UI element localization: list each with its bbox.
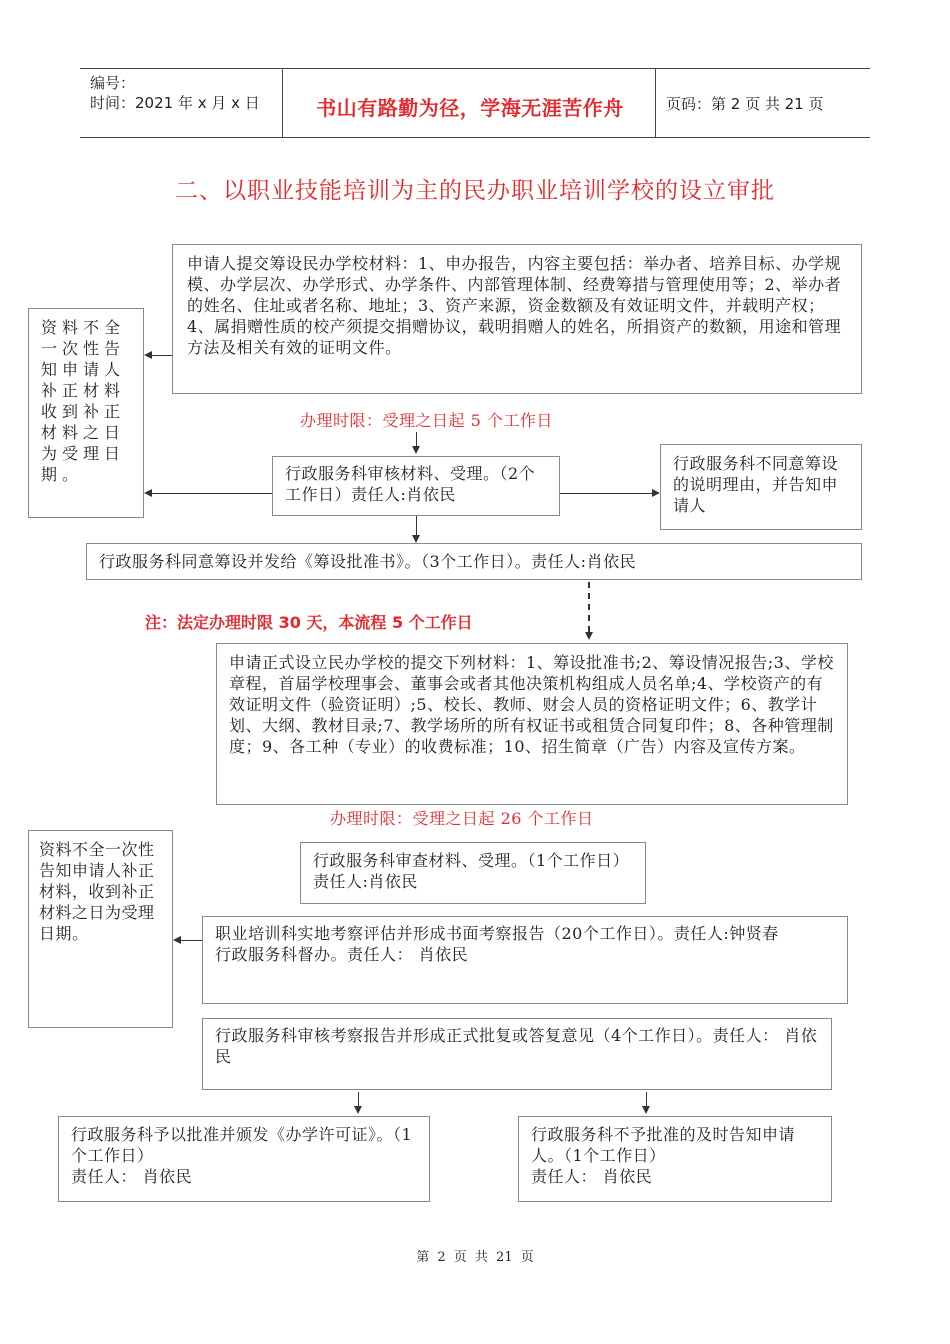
header-divider — [282, 69, 283, 137]
stage2-grant-box — [58, 1116, 430, 1202]
stage1-review-text: 行政服务科审核材料、受理。（2个工作日）责任人:肖依民 — [285, 464, 536, 504]
page-footer: 第 2 页 共 21 页 — [416, 1250, 534, 1265]
legal-time-note: 注：法定办理时限 30 天，本流程 5 个工作日 — [145, 613, 473, 632]
stage1-approve-box — [86, 543, 862, 580]
document-number-label: 编号： — [90, 74, 136, 92]
stage2-application-box — [216, 643, 848, 805]
stage2-review-text: 行政服务科审查材料、受理。（1个工作日）责任人:肖依民 — [313, 851, 630, 891]
stage2-deny-line1: 行政服务科不予批准的及时告知申请人。（1个工作日） — [531, 1125, 796, 1165]
stage1-disagree-text: 行政服务科不同意筹设的说明理由，并告知申请人 — [673, 454, 839, 515]
stage2-deny-box — [518, 1116, 832, 1202]
page-header — [80, 68, 870, 138]
stage2-application-text: 申请正式设立民办学校的提交下列材料：1、筹设批准书;2、筹设情况报告;3、学校章程，首届学校理事会、董事会或者其他决策机构组成人员名单;4、学校资产的有效证明文件（验资证明）;5、校长、教师、财会人员的资格证明文件；6、教学计划、大纲、教材目录;7、教学场所的所有权证书或租赁合同复印件；8、各种管理制度；9、各工种（专业）的收费标准；10、招生简章（广告）内容及宣传方案。 — [229, 653, 834, 756]
stage1-application-box — [172, 244, 862, 394]
document-time-label: 时间：2021 年 x 月 x 日 — [90, 94, 260, 112]
stage2-incomplete-box — [28, 830, 173, 1028]
header-motto: 书山有路勤为径，学海无涯苦作舟 — [316, 96, 624, 120]
stage2-final-review-box — [202, 1018, 832, 1090]
header-meta — [90, 73, 260, 113]
stage1-disagree-box — [660, 444, 862, 530]
stage2-deny-line2: 责任人： 肖依民 — [531, 1167, 653, 1186]
header-divider — [655, 69, 656, 137]
stage2-final-review-text: 行政服务科审核考察报告并形成正式批复或答复意见（4个工作日）。责任人： 肖依民 — [215, 1026, 818, 1066]
stage2-incomplete-text: 资料不全一次性告知申请人补正材料，收到补正材料之日为受理日期。 — [39, 840, 155, 943]
stage2-inspection-box — [202, 916, 848, 1004]
stage2-grant-line2: 责任人： 肖依民 — [71, 1167, 193, 1186]
stage2-time-limit: 办理时限：受理之日起 26 个工作日 — [330, 809, 594, 828]
stage2-review-box — [300, 842, 646, 904]
stage1-incomplete-box — [28, 308, 144, 518]
page-title: 二、以职业技能培训为主的民办职业培训学校的设立审批 — [175, 178, 775, 204]
stage2-inspection-line2: 行政服务科督办。责任人： 肖依民 — [215, 945, 469, 964]
dashed-connector — [588, 582, 590, 632]
stage1-review-box — [272, 456, 560, 516]
stage2-inspection-line1: 职业培训科实地考察评估并形成书面考察报告（20个工作日）。责任人:钟贤春 — [215, 924, 779, 943]
stage1-incomplete-text: 资料不全一次性告知申请人补正材料收到补正材料之日为受理日期。 — [41, 318, 126, 484]
stage1-time-limit: 办理时限：受理之日起 5 个工作日 — [300, 411, 553, 430]
stage1-approve-text: 行政服务科同意筹设并发给《筹设批准书》。（3个工作日）。责任人:肖依民 — [99, 552, 637, 571]
stage1-application-text: 申请人提交筹设民办学校材料：1、申办报告，内容主要包括：举办者、培养目标、办学规模、办学层次、办学形式、办学条件、内部管理体制、经费筹措与管理使用等；2、举办者的姓名、住址或者名称、地址；3、资产来源，资金数额及有效证明文件，并载明产权；4、属捐赠性质的校产须提交捐赠协议，载明捐赠人的姓名，所捐资产的数额，用途和管理方法及相关有效的证明文件。 — [187, 254, 842, 357]
stage2-grant-line1: 行政服务科予以批准并颁发《办学许可证》。（1个工作日） — [71, 1125, 413, 1165]
header-page-info: 页码：第 2 页 共 21 页 — [666, 95, 824, 113]
